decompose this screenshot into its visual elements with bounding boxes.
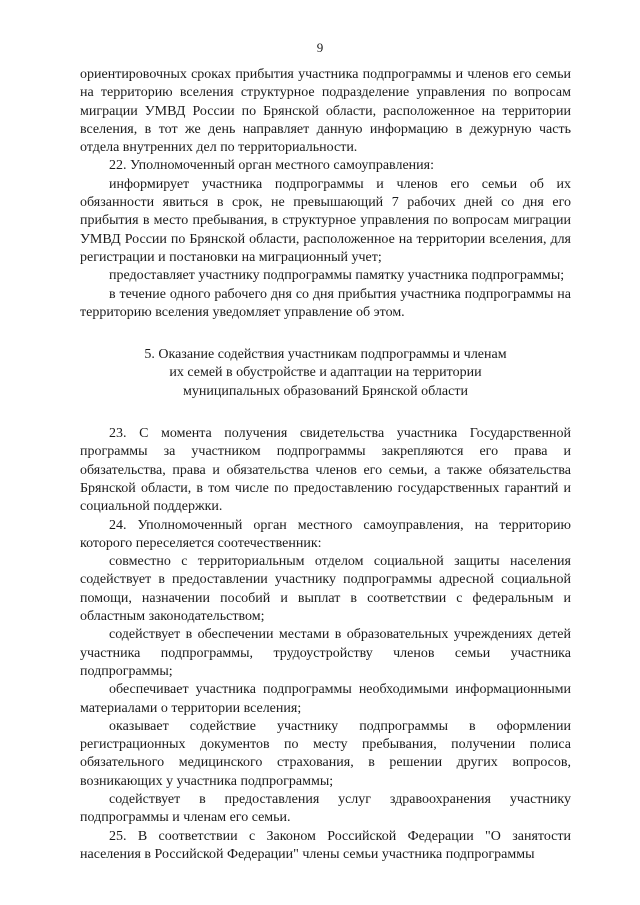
paragraph-provides-memo: предоставляет участнику подпрограммы памятку участника подпрограммы; — [109, 268, 565, 284]
paragraph-information-materials: обеспечивает участника подпрограммы необходимыми информационными материалами о территории вселения; — [80, 682, 571, 716]
page-number: 9 — [316, 40, 324, 55]
section-heading-line: их семей в обустройстве и адаптации на территории — [169, 365, 482, 381]
paragraph-informs: информирует участника подпрограммы и членов его семьи об их обязанности явиться в срок, не превышающий 7 рабочих дней со дня его прибытия в место пребывания, в структурное управления по вопросам миграции УМВД России по Брянской области, расположенное на территории вселения, для регистрации и постановки на миграционный учет; — [80, 176, 571, 265]
paragraph-continuation: ориентировочных сроках прибытия участника подпрограммы и членов его семьи на территорию вселения структурное подразделение управления по вопросам миграции УМВД России по Брянской области, расположенное на территории вселения, в тот же день направляет данную информацию в дежурную часть отдела внутренних дел по территориальности. — [80, 67, 571, 156]
paragraph-healthcare: содействует в предоставления услуг здравоохранения участнику подпрограммы и членам его семьи. — [80, 791, 571, 826]
paragraph-item-23: 23. С момента получения свидетельства участника Государственной программы за участником подпрограммы закрепляются его права и обязательства, права и обязательства членов его семьи, а также обязательства Брянской области, в том числе по предоставлению государственных гарантий и социальной поддержки. — [80, 426, 571, 515]
document-body — [80, 66, 571, 864]
paragraph-education-employment: содействует в обеспечении местами в образовательных учреждениях детей участника подпрограммы, трудоустройству членов семьи участника подпрограммы; — [80, 627, 571, 679]
paragraph-social-assistance: совместно с территориальным отделом социальной защиты населения содействует в предоставлении участнику подпрограммы адресной социальной помощи, назначении пособий и выплат в соответствии с федеральным и областным законодательством; — [80, 554, 571, 625]
section-heading — [80, 346, 571, 401]
section-heading-line: 5. Оказание содействия участникам подпрограммы и членам — [144, 347, 507, 363]
paragraph-registration-help: оказывает содействие участнику подпрограммы в оформлении регистрационных документов по месту пребывания, получении полиса обязательного медицинского страхования, в решении других вопросов, возникающих у участника подпрограммы; — [80, 718, 571, 789]
paragraph-item-25: 25. В соответствии с Законом Российской Федерации "О занятости населения в Российской Федерации" члены семьи участника подпрограммы — [80, 828, 571, 862]
section-heading-line: муниципальных образований Брянской области — [183, 383, 468, 399]
paragraph-notifies: в течение одного рабочего дня со дня прибытия участника подпрограммы на территорию вселения уведомляет управление об этом. — [80, 286, 571, 320]
paragraph-item-22: 22. Уполномоченный орган местного самоуправления: — [109, 158, 434, 174]
paragraph-item-24: 24. Уполномоченный орган местного самоуправления, на территорию которого переселяется соотечественник: — [80, 517, 571, 551]
